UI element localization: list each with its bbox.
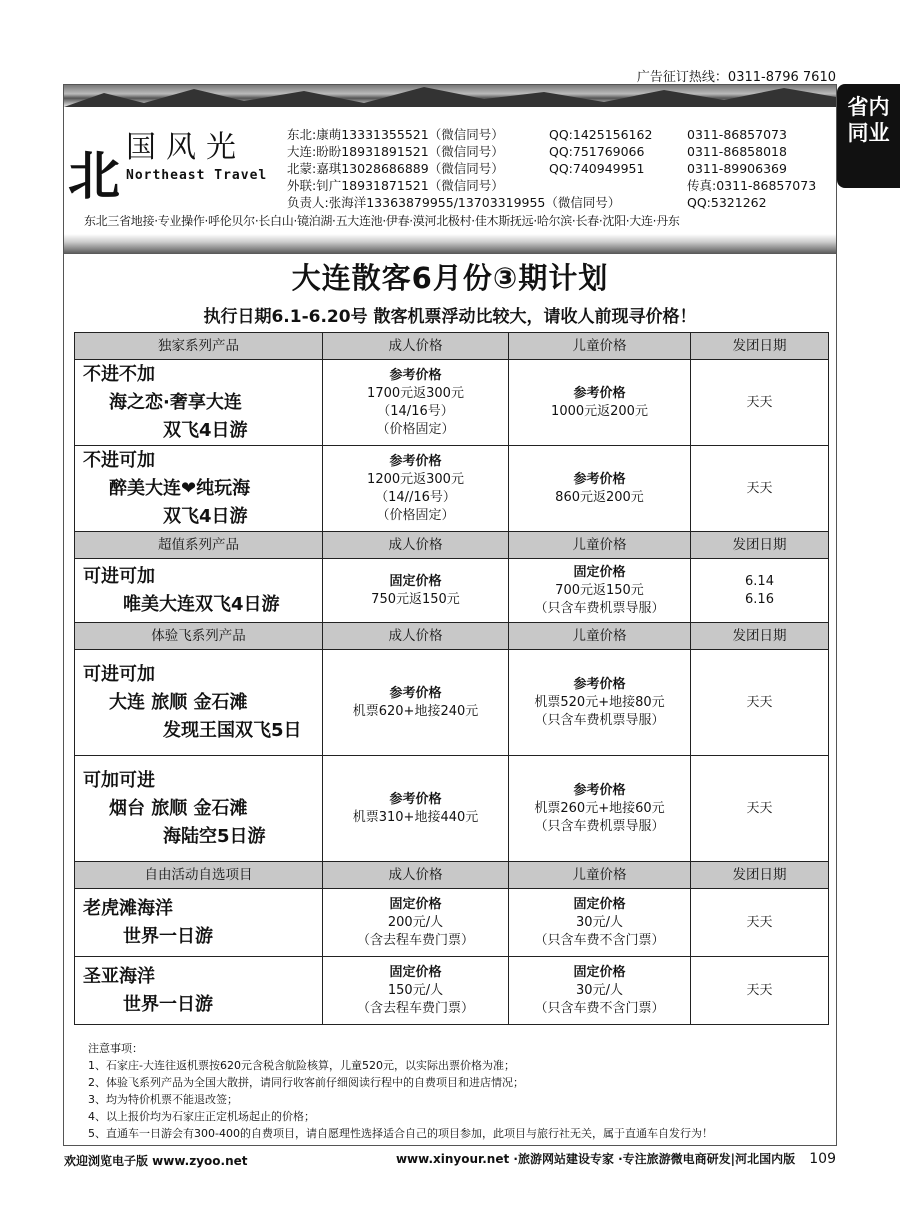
product-name-line: 老虎滩海洋 — [83, 897, 173, 919]
note-item: 5、直通车一日游会有300-400的自费项目，请自愿理性选择适合自己的项目参加，此项目与旅行社无关，属于直通车自发行为！ — [88, 1127, 713, 1140]
adult-price-line: 1200元返300元 — [367, 471, 464, 487]
child-cell — [509, 756, 691, 862]
product-name-line: 可进可加 — [83, 663, 155, 685]
product-name-line: 双飞4日游 — [163, 419, 248, 441]
adult-price-line: 参考价格 — [389, 453, 442, 469]
contact-qq: QQ:751769066 — [549, 144, 645, 159]
departure-date-line: 6.14 — [745, 573, 774, 589]
notes-block — [88, 1040, 713, 1142]
adult-price-line: 固定价格 — [389, 573, 442, 589]
child-price-line: （只含车费机票导服） — [534, 600, 665, 616]
column-header: 成人价格 — [323, 333, 509, 360]
adult-price-line: （含去程车费门票） — [356, 932, 474, 948]
contact-phone: 0311-89906369 — [687, 161, 787, 176]
child-price-line: 1000元返200元 — [551, 403, 648, 419]
adult-price-line: （价格固定） — [376, 421, 455, 437]
departure-date-line: 天天 — [746, 394, 773, 410]
product-name-line: 可加可进 — [83, 769, 155, 791]
name-cell — [75, 446, 323, 532]
date-cell — [691, 957, 829, 1025]
adult-price-line: 150元/人 — [387, 982, 444, 998]
product-row — [75, 559, 829, 623]
child-price-line: 参考价格 — [573, 385, 626, 401]
child-price-line: （只含车费机票导服） — [534, 712, 665, 728]
child-price-line: （只含车费不含门票） — [534, 932, 665, 948]
column-header: 发团日期 — [691, 862, 829, 889]
name-cell — [75, 360, 323, 446]
product-name-line: 大连 旅顺 金石滩 — [109, 691, 248, 713]
product-row — [75, 360, 829, 446]
agency-logo — [68, 116, 278, 212]
child-price-line: 参考价格 — [573, 471, 626, 487]
column-header: 儿童价格 — [509, 333, 691, 360]
price-table — [74, 332, 829, 1025]
page-title: 大连散客6月份③期计划 — [291, 261, 609, 295]
note-item: 2、体验飞系列产品为全国大散拼，请同行收客前仔细阅读行程中的自费项目和进店情况； — [88, 1076, 524, 1089]
contact-phone: 0311-86857073 — [687, 127, 787, 142]
child-price-line: （只含车费不含门票） — [534, 1000, 665, 1016]
adult-cell — [323, 756, 509, 862]
adult-price-line: （14//16号） — [375, 489, 456, 505]
departure-date-line: 6.16 — [745, 591, 774, 607]
ad-hotline: 广告征订热线：0311-8796 7610 — [636, 70, 836, 85]
contact-phone: 0311-86858018 — [687, 144, 787, 159]
departure-date-line: 天天 — [746, 982, 773, 998]
section-header-row — [75, 333, 829, 360]
adult-cell — [323, 559, 509, 623]
section-tab — [837, 84, 900, 188]
product-row — [75, 650, 829, 756]
footer-right — [396, 1150, 836, 1167]
column-header: 成人价格 — [323, 862, 509, 889]
logo-chars: 国风光 — [126, 130, 246, 165]
column-header: 儿童价格 — [509, 532, 691, 559]
product-name-line: 唯美大连双飞4日游 — [123, 593, 280, 615]
departure-date-line: 天天 — [746, 694, 773, 710]
column-header: 儿童价格 — [509, 862, 691, 889]
child-price-line: 700元返150元 — [555, 582, 644, 598]
adult-price-line: 200元/人 — [387, 914, 444, 930]
product-name-line: 不进不加 — [83, 363, 155, 385]
section-header-row — [75, 623, 829, 650]
product-name-line: 海之恋·奢享大连 — [109, 391, 242, 413]
column-header: 发团日期 — [691, 532, 829, 559]
mountain-banner-top — [64, 85, 836, 107]
section-header-row — [75, 532, 829, 559]
departure-date-line: 天天 — [746, 480, 773, 496]
child-price-line: 机票260元+地接60元 — [534, 800, 665, 816]
child-price-line: 固定价格 — [573, 964, 626, 980]
adult-price-line: 机票620+地接240元 — [352, 703, 479, 719]
child-cell — [509, 360, 691, 446]
date-cell — [691, 559, 829, 623]
product-row — [75, 756, 829, 862]
column-header: 独家系列产品 — [75, 333, 323, 360]
date-cell — [691, 756, 829, 862]
product-name-line: 世界一日游 — [123, 925, 213, 947]
adult-cell — [323, 889, 509, 957]
column-header: 超值系列产品 — [75, 532, 323, 559]
notes-heading: 注意事项： — [88, 1042, 143, 1055]
column-header: 发团日期 — [691, 333, 829, 360]
page-subtitle: 执行日期6.1-6.20号 散客机票浮动比较大，请收人前现寻价格！ — [203, 307, 697, 327]
product-row — [75, 446, 829, 532]
child-cell — [509, 889, 691, 957]
adult-price-line: 参考价格 — [389, 791, 442, 807]
product-name-line: 烟台 旅顺 金石滩 — [109, 797, 248, 819]
child-cell — [509, 446, 691, 532]
adult-cell — [323, 957, 509, 1025]
date-cell — [691, 360, 829, 446]
name-cell — [75, 650, 323, 756]
column-header: 儿童价格 — [509, 623, 691, 650]
child-price-line: 固定价格 — [573, 564, 626, 580]
product-row — [75, 889, 829, 957]
adult-price-line: 固定价格 — [389, 896, 442, 912]
section-tab-line2: 同业 — [847, 121, 890, 145]
adult-price-line: （价格固定） — [376, 507, 455, 523]
child-price-line: 机票520元+地接80元 — [534, 694, 665, 710]
contact-name: 北蒙:嘉琪13028686889（微信同号） — [287, 161, 504, 176]
product-name-line: 世界一日游 — [123, 993, 213, 1015]
date-cell — [691, 889, 829, 957]
date-cell — [691, 446, 829, 532]
name-cell — [75, 559, 323, 623]
child-price-line: 固定价格 — [573, 896, 626, 912]
contact-qq: QQ:1425156162 — [549, 127, 653, 142]
contact-name: 大连:盼盼18931891521（微信同号） — [287, 144, 504, 159]
product-name-line: 醉美大连❤纯玩海 — [109, 477, 251, 499]
child-cell — [509, 957, 691, 1025]
adult-price-line: 750元返150元 — [371, 591, 460, 607]
note-item: 1、石家庄-大连往返机票按620元含税含航险核算，儿童520元，以实际出票价格为准； — [88, 1059, 515, 1072]
adult-price-line: （14/16号） — [377, 403, 454, 419]
date-cell — [691, 650, 829, 756]
section-header-row — [75, 862, 829, 889]
departure-date-line: 天天 — [746, 800, 773, 816]
product-name-line: 可进可加 — [83, 565, 155, 587]
contact-fax: 传真:0311-86857073 — [687, 178, 817, 193]
child-price-line: 参考价格 — [573, 782, 626, 798]
child-price-line: 参考价格 — [573, 676, 626, 692]
contact-qq: QQ:5321262 — [687, 195, 767, 210]
adult-price-line: 参考价格 — [389, 685, 442, 701]
child-price-line: 30元/人 — [576, 982, 623, 998]
column-header: 自由活动自选项目 — [75, 862, 323, 889]
adult-cell — [323, 446, 509, 532]
page-number: 109 — [809, 1151, 836, 1167]
contact-manager: 负责人:张海洋13363879955/13703319955（微信同号） — [287, 195, 621, 210]
departure-date-line: 天天 — [746, 914, 773, 930]
product-name-line: 圣亚海洋 — [83, 965, 155, 987]
contact-qq: QQ:740949951 — [549, 161, 645, 176]
adult-price-line: （含去程车费门票） — [356, 1000, 474, 1016]
destination-list: 东北三省地接·专业操作·呼伦贝尔·长白山·镜泊湖·五大连池·伊春·漠河北极村·佳木斯抚远·哈尔滨·长春·沈阳·大连·丹东 — [84, 214, 680, 228]
child-price-line: 860元返200元 — [555, 489, 644, 505]
footer-left: 欢迎浏览电子版 www.zyoo.net — [64, 1154, 248, 1168]
product-row — [75, 957, 829, 1025]
logo-english: Northeast Travel — [126, 168, 268, 183]
column-header: 体验飞系列产品 — [75, 623, 323, 650]
product-name-line: 双飞4日游 — [163, 505, 248, 527]
contact-name: 外联:钊广18931871521（微信同号） — [287, 178, 504, 193]
product-name-line: 海陆空5日游 — [163, 825, 266, 847]
child-price-line: 30元/人 — [576, 914, 623, 930]
adult-price-line: 机票310+地接440元 — [352, 809, 479, 825]
child-cell — [509, 559, 691, 623]
name-cell — [75, 957, 323, 1025]
contact-name: 东北:康萌13331355521（微信同号） — [287, 127, 504, 142]
child-price-line: （只含车费机票导服） — [534, 818, 665, 834]
product-name-line: 不进可加 — [83, 449, 155, 471]
section-tab-line1: 省内 — [847, 95, 890, 119]
adult-price-line: 1700元返300元 — [367, 385, 464, 401]
product-name-line: 发现王国双飞5日 — [163, 719, 302, 741]
mountain-banner-bottom — [64, 234, 836, 254]
footer-site: www.xinyour.net ·旅游网站建设专家 ·专注旅游微电商研发|河北国内版 — [395, 1152, 796, 1166]
child-cell — [509, 650, 691, 756]
adult-cell — [323, 360, 509, 446]
adult-price-line: 固定价格 — [389, 964, 442, 980]
note-item: 3、均为特价机票不能退改签； — [88, 1093, 238, 1106]
note-item: 4、以上报价均为石家庄正定机场起止的价格； — [88, 1110, 315, 1123]
column-header: 成人价格 — [323, 623, 509, 650]
adult-cell — [323, 650, 509, 756]
name-cell — [75, 889, 323, 957]
adult-price-line: 参考价格 — [389, 367, 442, 383]
logo-char-bei: 北 — [68, 146, 121, 207]
name-cell — [75, 756, 323, 862]
column-header: 成人价格 — [323, 532, 509, 559]
column-header: 发团日期 — [691, 623, 829, 650]
